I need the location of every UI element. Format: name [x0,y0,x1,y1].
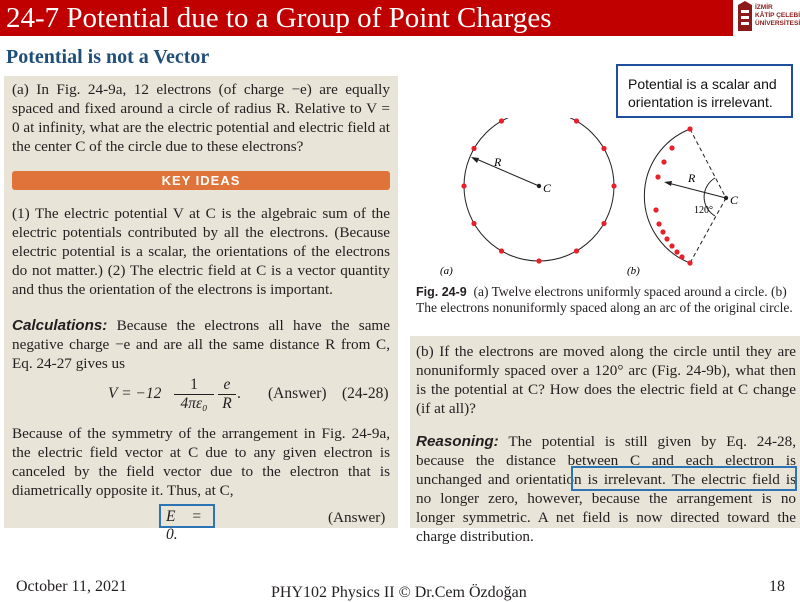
center-point-a [537,184,541,188]
field-equation-box [159,504,215,543]
radius-a [474,158,539,186]
footer-date: October 11, 2021 [16,578,127,595]
symmetry-text: Because of the symmetry of the arrangement in Fig. 24-9a, the electric field vector at C due to any given electron is canceled by the field vector due to the electron that is diametrically opposite it. Thus, at C, [12,425,390,499]
electron [660,229,665,234]
electron [471,146,476,151]
reasoning-label: Reasoning: [416,433,499,450]
electron [601,146,606,151]
electron [669,145,674,150]
key-ideas-text: (1) The electric potential V at C is the algebraic sum of the electric potentials contributed by all the electrons. (Because electric potential is a scalar, the orientations of the electrons do not matter.) (2) The electric field at C is a vector quantity and thus the orientation of the electrons is important. [12,205,390,298]
electrons-b [653,126,692,265]
figure-caption: Fig. 24-9 (a) Twelve electrons uniformly spaced around a circle. (b) The electrons nonuniformly spaced along an arc of the original circle. [416,284,793,315]
fig-b-label: (b) [627,265,640,277]
highlight-box [571,466,797,491]
calculations-label: Calculations: [12,317,108,334]
highlighted-statement: The electric field is no longer zero, [416,471,796,507]
angle-label: 120° [694,205,713,216]
c-label-a: C [543,181,552,195]
callout-text: Potential is a scalar and orientation is irrelevant. [628,76,777,110]
arc-b [644,129,690,263]
calculations-text: Calculations: Because the electrons all have the same negative charge −e and are all the same distance R from C, Eq. 24-27 gives us [12,317,390,372]
slide-subtitle: Potential is not a Vector [6,46,210,68]
electron [653,207,658,212]
electron [499,118,504,123]
answer-label: (Answer) [268,385,327,402]
center-point-b [724,196,728,200]
electrons-a [461,118,616,264]
logo-emblem-icon [735,1,755,35]
equation-24-28: V = −12 1 4πε₀ e R . (Answer) (24-28) [108,376,389,412]
electron [574,248,579,253]
reasoning-text: Reasoning: The potential is still given by Eq. 24-28, because the distance between C and each electron is unchanged and orientation is irrelevant. The electric field is no longer zero, however, because the arrangement is no longer symmetric. A net field is now directed toward the charge distribution. [416,433,797,545]
callout-box [616,64,793,118]
footer-course: PHY102 Physics II © Dr.Cem Özdoğan [271,584,527,601]
figure-caption-label: Fig. 24-9 [416,285,467,299]
university-logo [735,1,799,35]
electron [656,221,661,226]
part-b-question: (b) If the electrons are moved along the circle until they are nonuniformly spaced over a 120° arc (Fig. 24-9b), what then is the potential at C? How does the electric field at C change (if at all)? [416,343,796,417]
fraction-2: e R [218,376,236,413]
title-bar [0,0,733,36]
r-label-a: R [494,155,502,169]
radius-b [668,183,726,198]
electron [601,221,606,226]
key-ideas-label: KEY IDEAS [161,173,241,188]
slide-title: 24-7 Potential due to a Group of Point Charges [6,2,552,34]
electron [664,236,669,241]
electron [655,174,660,179]
r-label-b: R [688,171,696,185]
electron [687,126,692,131]
electron [661,159,666,164]
fig-a-label: (a) [440,265,453,277]
problem-text: (a) In Fig. 24-9a, 12 electrons (of charge −e) are equally spaced and fixed around a circle of radius R. Relative to V = 0 at infinity, what are the electric potential and electric field at the center C of the circle due to these electrons? [12,81,390,155]
electron [674,249,679,254]
electron [611,183,616,188]
fraction-1: 1 4πε₀ [174,376,214,413]
logo-text: İZMİR KÂTİP ÇELEBİ ÜNİVERSİTESİ [755,4,800,27]
field-equation: E⃗ = 0. [166,508,202,543]
dashed-line-upper [690,129,726,198]
electron [669,243,674,248]
electron [536,258,541,263]
electron [461,183,466,188]
c-label-b: C [730,193,739,207]
key-ideas-banner [12,171,390,190]
electron [574,118,579,123]
electron [687,260,692,265]
electron [471,221,476,226]
electron [679,254,684,259]
electron [499,248,504,253]
equation-lhs: V = −12 [108,385,162,402]
page-number: 18 [769,578,785,595]
circle-a [464,118,614,261]
field-answer-label: (Answer) [328,509,386,526]
figure-24-9 [410,118,800,280]
equation-number: (24-28) [342,385,389,402]
